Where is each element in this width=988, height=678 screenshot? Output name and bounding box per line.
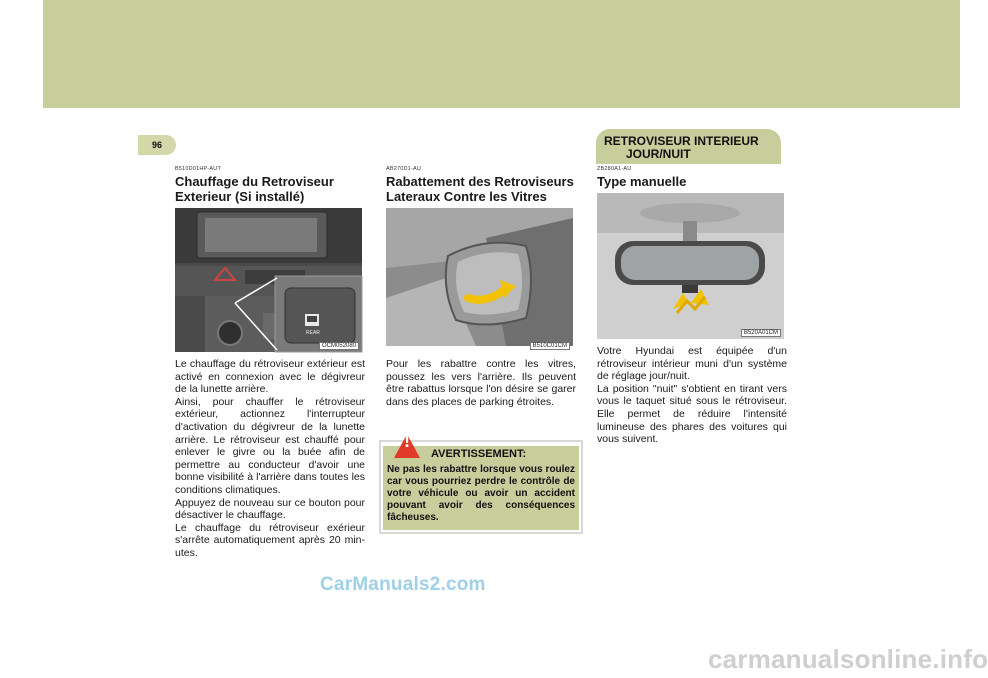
- section-code: AB270D1-AU: [386, 166, 422, 172]
- chapter-title: CARACTÉRISTIQUES DE VOTRE HYUNDAI: [168, 118, 343, 127]
- section-tab-line1: RETROVISEUR INTERIEUR: [604, 134, 759, 148]
- watermark-carmanuals2: CarManuals2.com: [320, 574, 486, 595]
- paragraph: Le chauffage du rétroviseur extérieur est activé en connexion avec le dégivreur de la lunette arrière.: [175, 358, 365, 396]
- dashboard-photo: [175, 208, 362, 352]
- header-band: [43, 0, 960, 108]
- photo-code: B510C01CM: [530, 342, 570, 350]
- section-code: ZB280A1-AU: [597, 166, 632, 172]
- side-mirror-illustration: [386, 208, 573, 346]
- interior-mirror-photo: [597, 193, 784, 339]
- paragraph: La position "nuit" s'obtient en tirant vers vous le taquet situé sous le rétroviseur. Elle permet de réduire l'intensité lumineuse des phares des voitures qui vous suivent.: [597, 382, 787, 446]
- warning-box: [379, 431, 583, 534]
- warning-title: AVERTISSEMENT:: [431, 448, 527, 460]
- section-heading: Chauffage du Retroviseur Exterieur (Si installé): [175, 174, 334, 204]
- rear-button-label: REAR: [306, 330, 320, 336]
- watermark-carmanualsonline: carmanualsonline.info: [708, 644, 988, 674]
- column-folding-mirrors: [386, 166, 576, 408]
- photo-code: B520A01CM: [741, 329, 781, 337]
- warning-exclamation-icon: !: [403, 431, 411, 452]
- side-mirror-photo: [386, 208, 573, 352]
- photo-code: OCM052080: [319, 342, 359, 350]
- paragraph: Le chauffage du rétroviseur exérieur s'arrête automatiquement après 20 min-utes.: [175, 521, 365, 559]
- section-heading: Type manuelle: [597, 174, 687, 189]
- warning-text: Ne pas les rabattre lorsque vous roulez car vous pourriez perdre le contrôle de votre véhicule ou avoir un accident pouvant avoir des conséquences fâcheuses.: [387, 464, 575, 523]
- paragraph: Ainsi, pour chauffer le rétroviseur extérieur, actionnez l'interrupteur d'activation du dégivreur de la lunette arrière. Le rétroviseur est chauffé pour enlever le givre ou la buée afin de permettre au conducteur d'avoir une bonne visibilité à l'arrière dans toutes les conditions climatiques.: [175, 395, 365, 496]
- body-text: [597, 345, 787, 446]
- page-number: 96: [138, 135, 176, 155]
- section-tab-line2: JOUR/NUIT: [626, 147, 691, 161]
- section-heading: Rabattement des Retroviseurs Lateraux Contre les Vitres: [386, 174, 574, 204]
- column-heated-mirror: [175, 166, 365, 560]
- dashboard-illustration: [175, 208, 362, 352]
- chapter-header: [152, 110, 343, 130]
- paragraph: Pour les rabattre contre les vitres, poussez les vers l'arrière. Ils peuvent être rabattus lorsque l'on désire se garer dans des places de parking étroites.: [386, 358, 576, 408]
- body-text: [175, 358, 365, 560]
- paragraph: Votre Hyundai est équipée d'un rétroviseur intérieur muni d'un système de réglage jour/nuit.: [597, 345, 787, 383]
- chapter-number: 1: [152, 109, 163, 130]
- section-code: B510D01HP-AUT: [175, 166, 222, 172]
- section-tab: [596, 129, 781, 164]
- paragraph: Appuyez de nouveau sur ce bouton pour désactiver le chauffage.: [175, 496, 365, 522]
- interior-mirror-illustration: [597, 193, 784, 339]
- warning-inner: [383, 431, 579, 530]
- column-day-night-mirror: [597, 166, 787, 446]
- body-text: [386, 358, 576, 408]
